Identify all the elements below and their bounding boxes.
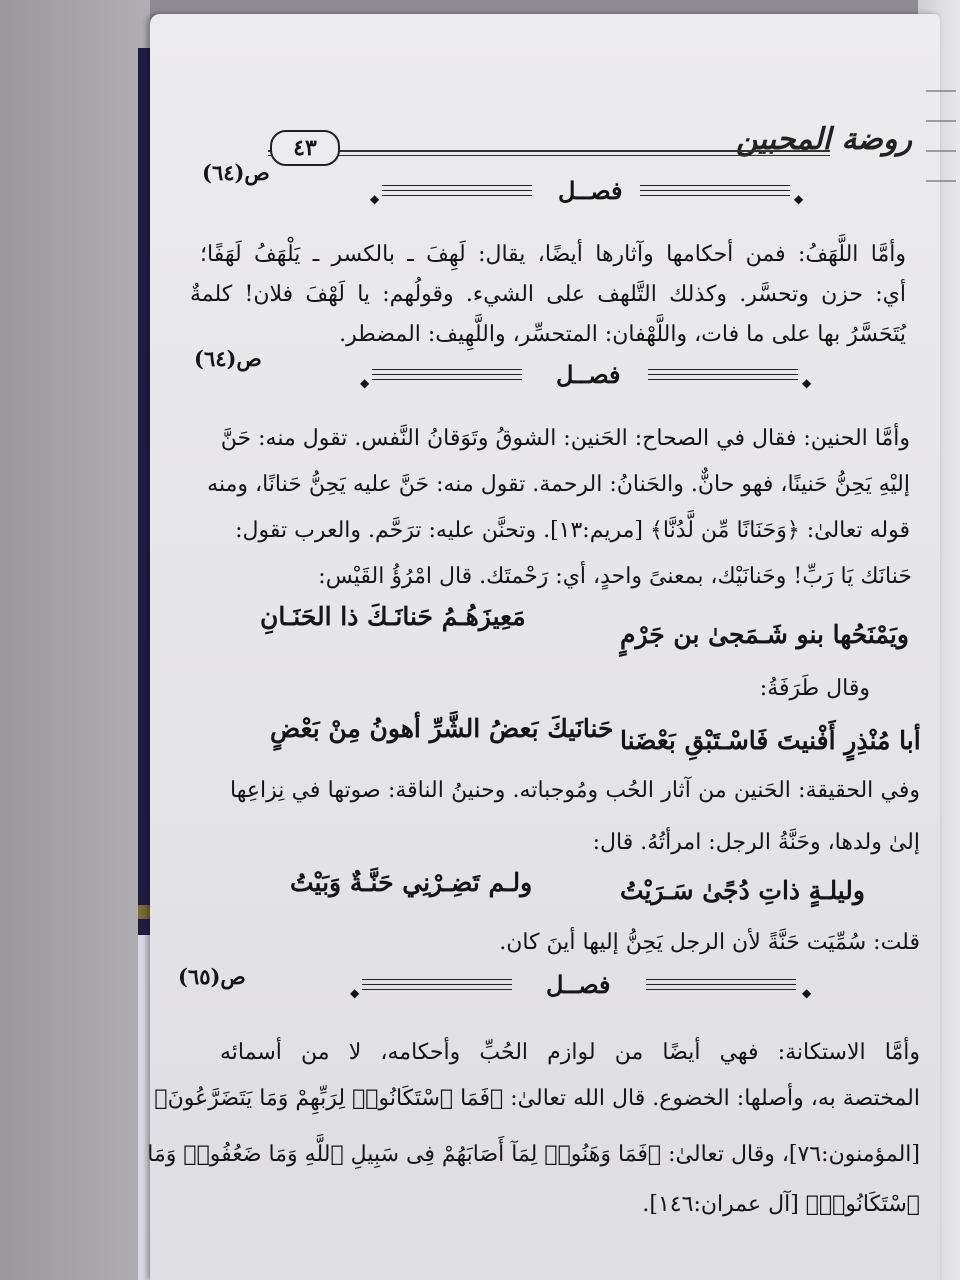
page-reference: ص(٦٤) [194,346,262,371]
adjacent-page-text [926,90,956,92]
adjacent-page-text [926,180,956,182]
verse-hemistich-left: ولـم تَضِـرْنِي حَنَّـةٌ وَبَيْتُ [290,868,533,897]
text-line: إلىٰ ولدها، وحَنَّةُ الرجل: امرأتُهُ. قال: [592,830,920,855]
text-line: وفي الحقيقة: الحَنين من آثار الحُب ومُوجباته. وحنينُ الناقة: صوتها في نِزاعِها [230,778,920,803]
verse-hemistich-right: وليلـةٍ ذاتِ دُجًىٰ سَـرَيْتُ [620,876,865,905]
text-line: وقال طَرَفَةُ: [759,676,870,701]
verse-hemistich-left: مَعِيزَهُـمُ حَنانَـكَ ذا الحَنَـانِ [260,602,526,631]
text-line: إليْهِ يَحِنُّ حَنينًا، فهو حانٌّ. والحَنانُ: الرحمة. تقول منه: حَنَّ عليه يَحِنُّ حَنانًا، ومنه [207,472,910,497]
page-number: ٤٣ [270,130,340,166]
page-reference: ص(٦٤) [202,160,270,185]
text-line: ٱسْتَكَانُوا۟﴾ [آل عمران:١٤٦]. [642,1192,920,1217]
text-line: وأمَّا اللَّهَفُ: فمن أحكامها وآثارها أيضًا، يقال: لَهِفَ ـ بالكسر ـ يَلْهَفُ لَهَفًا؛ [200,242,906,267]
running-title: روضة المحبين [735,122,912,157]
background-surface [0,0,150,1280]
text-line: [المؤمنون:٧٦]، وقال تعالىٰ: ﴿فَمَا وَهَنُوا۟ لِمَآ أَصَابَهُمْ فِى سَبِيلِ ٱللَّهِ وَمَا ضَعُفُوا۟ وَمَا [147,1142,920,1167]
text-line: قوله تعالىٰ: ﴿وَحَنَانًا مِّن لَّدُنَّا﴾ [مريم:١٣]. وتحنَّن عليه: ترَحَّم. والعرب تقول: [235,518,910,543]
book-page [147,14,940,1280]
verse-hemistich-right: ويَمْنَحُها بنو شَـمَجىٰ بن جَرْمٍ [620,620,909,649]
text-line: حَنانَك يَا رَبِّ! وحَنانَيْك، بمعنىً واحدٍ، أي: رَحْمتَك. قال امْرُؤُ القَيْس: [318,564,912,589]
adjacent-page-text [926,150,956,152]
text-line: وأمَّا الاستكانة: فهي أيضًا من لوازم الحُبِّ وأحكامه، لا من أسمائه [220,1040,920,1065]
section-heading: ◆ فصــل ◆ [370,176,804,206]
header-rule [268,150,830,156]
page-reference: ص(٦٥) [178,964,246,989]
verse-hemistich-right: أبا مُنْذِرٍ أَفْنيتَ فَاسْـتَبْقِ بَعْضَنا [620,726,921,755]
verse-hemistich-left: حَنانَيكَ بَعضُ الشَّرِّ أهونُ مِنْ بَعْضٍ [270,714,614,743]
section-heading: ◆ فصــل ◆ [350,970,812,1000]
text-line: أي: حزن وتحسَّر. وكذلك التَّلهف على الشيء. وقولُهم: يا لَهْفَ فلان! كلمةٌ [190,282,906,307]
text-line: قلت: سُمِّيَت حَنَّةً لأن الرجل يَحِنُّ إليها أينَ كان. [499,930,920,955]
adjacent-page-text [926,120,956,122]
section-heading: ◆ فصــل ◆ [360,360,812,390]
text-line: المختصة به، وأصلها: الخضوع. قال الله تعالىٰ: ﴿فَمَا ٱسْتَكَانُوا۟ لِرَبِّهِمْ وَمَا يَتَضَرَّعُونَ﴾ [154,1086,920,1111]
text-line: يُتَحَسَّرُ بها على ما فات، واللَّهْفان: المتحسِّر، واللَّهِيف: المضطر. [339,322,906,347]
text-line: وأمَّا الحنين: فقال في الصحاح: الحَنين: الشوقُ وتَوَقانُ النَّفس. تقول منه: حَنَّ [220,426,910,451]
